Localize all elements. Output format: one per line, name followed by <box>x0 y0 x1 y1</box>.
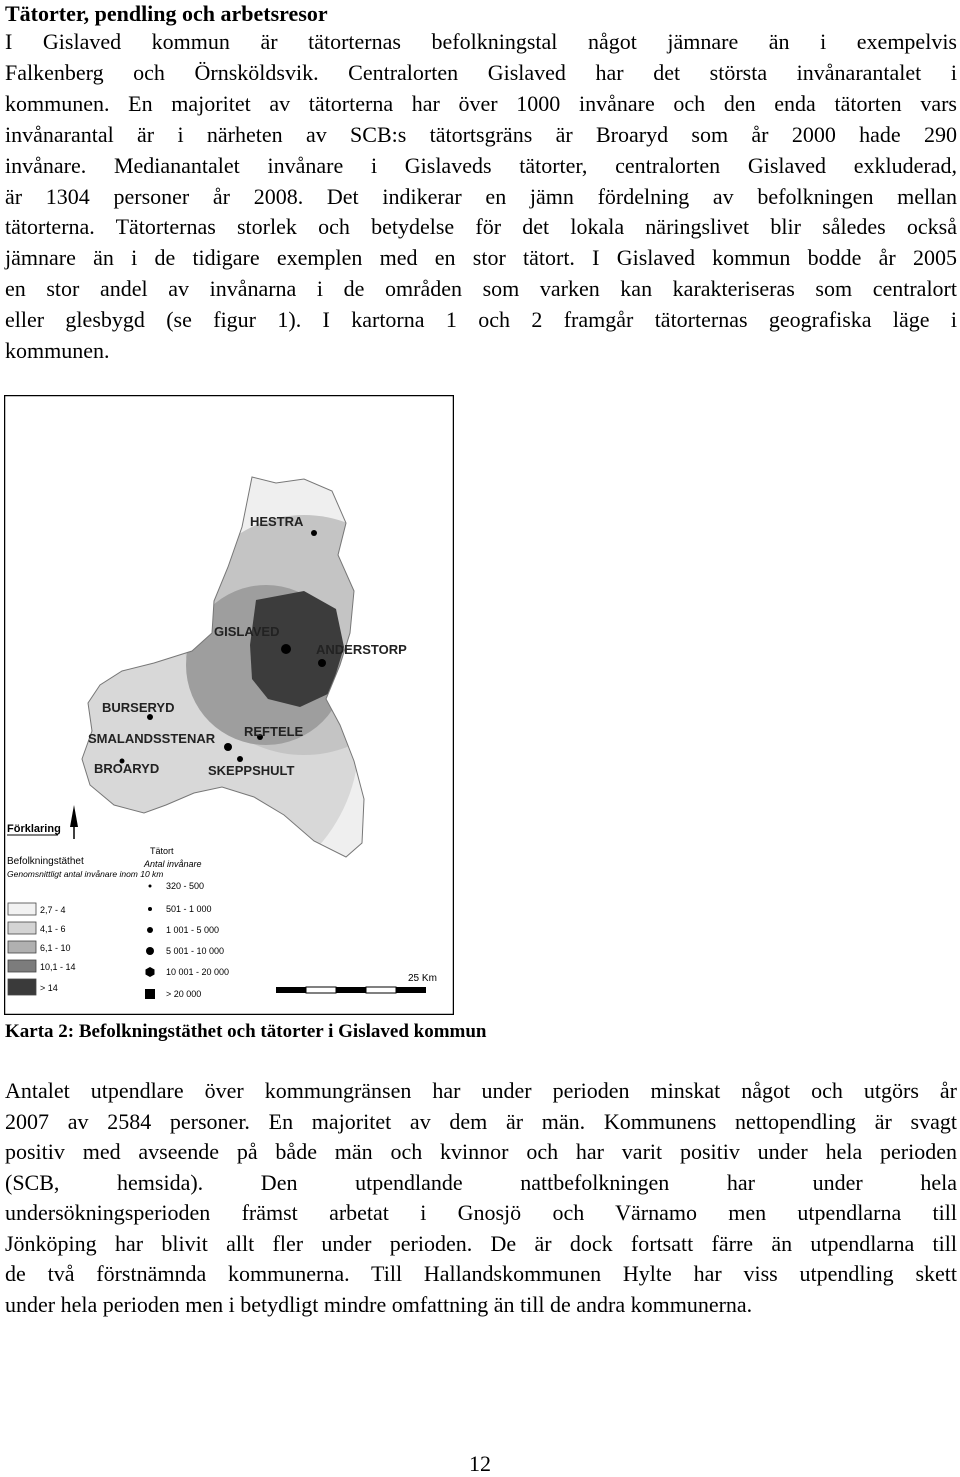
text-line: positiv med avseende på både män och kvinnor och har varit positiv under hela perioden <box>5 1139 957 1164</box>
legend-town-label: 10 001 - 20 000 <box>166 967 230 977</box>
text-line: tätorterna. Tätorternas storlek och betydelse för det lokala näringslivet blir således också <box>5 214 957 240</box>
legend-town-symbol <box>145 989 155 999</box>
legend-town-heading: Tätort <box>150 846 174 856</box>
scale-label: 25 Km <box>408 973 437 984</box>
text-line: Jönköping har blivit allt fler under perioden. De är dock fortsatt färre än utpendlarna till <box>5 1230 957 1256</box>
town-marker-gislaved <box>281 644 291 654</box>
legend-density-subheading: Genomsnittligt antal invånare inom 10 km <box>7 869 164 879</box>
town-marker-smalandsstenar <box>224 743 232 751</box>
legend-town-label: 1 001 - 5 000 <box>166 925 220 935</box>
legend-town-subheading: Antal invånare <box>144 859 202 869</box>
text-line: invånare. Medianantalet invånare i Gislaveds tätorter, centralorten Gislaved exkluderad, <box>5 152 957 178</box>
text-line: Antalet utpendlare över kommungränsen har under perioden minskat något och utgörs år <box>5 1078 957 1103</box>
text-line: eller glesbygd (se figur 1). I kartorna 1 och 2 framgår tätorternas geografiska läge i <box>5 307 957 333</box>
place-label-burseryd: BURSERYD <box>102 700 175 715</box>
legend-density-label: 6,1 - 10 <box>40 943 71 953</box>
legend-density-label: 2,7 - 4 <box>40 905 66 915</box>
legend-town-label: 320 - 500 <box>166 881 205 891</box>
place-label-gislaved: GISLAVED <box>214 624 280 639</box>
text-line: 2007 av 2584 personer. En majoritet av dem är män. Kommunens nettopendling är svagt <box>5 1108 957 1134</box>
legend-density-swatch <box>8 903 36 915</box>
place-label-anderstorp: ANDERSTORP <box>316 642 407 657</box>
text-line: kommunen. <box>5 338 110 364</box>
text-line: jämnare än i de tidigare exemplen med en stor tätort. I Gislaved kommun bodde år 2005 <box>5 245 957 271</box>
text-line: är 1304 personer år 2008. Det indikerar en jämn fördelning av befolkningen mellan <box>5 183 957 209</box>
map-caption: Karta 2: Befolkningstäthet och tätorter i Gislaved kommun <box>5 1021 487 1042</box>
text-line: undersökningsperioden främst arbetat i Gnosjö och Värnamo men utpendlarna till <box>5 1200 957 1225</box>
place-label-broaryd: BROARYD <box>94 761 160 776</box>
place-label-smalandsstenar: SMALANDSSTENAR <box>88 731 216 746</box>
commuting-paragraph <box>5 1076 957 1320</box>
legend-town-symbol <box>148 907 152 911</box>
legend-density-swatch <box>8 979 36 995</box>
place-label-skeppshult: SKEPPSHULT <box>208 763 295 778</box>
legend-density-heading: Befolkningstäthet <box>7 856 84 867</box>
legend-town-label: 501 - 1 000 <box>166 904 212 914</box>
population-density-map <box>4 395 454 1015</box>
intro-paragraph <box>5 27 957 367</box>
legend-town-label: 5 001 - 10 000 <box>166 946 225 956</box>
section-heading: Tätorter, pendling och arbetsresor <box>5 1 328 26</box>
legend-density-label: 10,1 - 14 <box>40 962 76 972</box>
legend-density-swatch <box>8 941 36 953</box>
legend-density-label: > 14 <box>40 983 58 993</box>
legend-town-symbol <box>149 885 152 888</box>
text-line: Falkenberg och Örnsköldsvik. Centralorten Gislaved har det största invånarantalet i <box>5 59 957 85</box>
place-label-hestra: HESTRA <box>250 514 304 529</box>
text-line: en stor andel av invånarna i de områden som varken kan karakteriseras som centralort <box>5 276 957 302</box>
town-marker-skeppshult <box>237 756 243 762</box>
legend-title: Förklaring <box>7 823 61 835</box>
legend-town-symbol <box>147 927 153 933</box>
text-line: invånarantal är i närheten av SCB:s tätortsgräns är Broaryd som år 2000 hade 290 <box>5 121 957 147</box>
text-line: kommunen. En majoritet av tätorterna har över 1000 invånare och den enda tätorten vars <box>5 90 957 116</box>
text-line: under hela perioden men i betydligt mindre omfattning än till de andra kommunerna. <box>5 1291 753 1317</box>
text-line: (SCB, hemsida). Den utpendlande nattbefolkningen har under hela <box>5 1169 957 1195</box>
legend-density-swatch <box>8 922 36 934</box>
legend-town-symbol <box>146 947 154 955</box>
legend-density-label: 4,1 - 6 <box>40 924 66 934</box>
text-line: de två förstnämnda kommunerna. Till Hallandskommunen Hylte har viss utpendling skett <box>5 1261 957 1286</box>
text-line: I Gislaved kommun är tätorternas befolkningstal något jämnare än i exempelvis <box>5 29 957 54</box>
place-label-reftele: REFTELE <box>244 724 304 739</box>
town-marker-hestra <box>311 530 317 536</box>
legend-town-label: > 20 000 <box>166 989 202 999</box>
town-marker-anderstorp <box>318 659 326 667</box>
page-number: 12 <box>469 1451 491 1476</box>
legend-density-swatch <box>8 960 36 972</box>
